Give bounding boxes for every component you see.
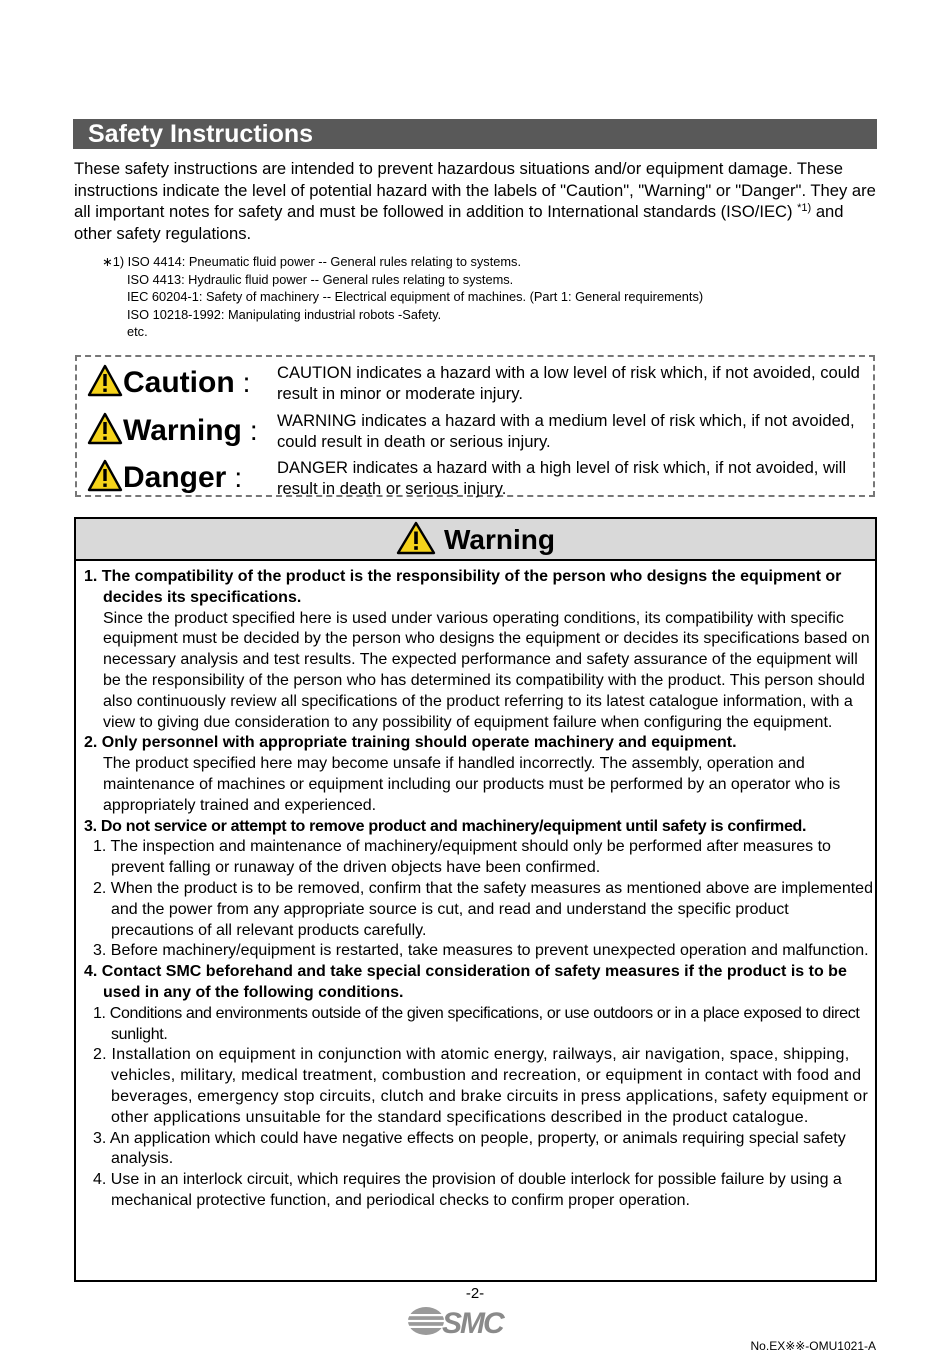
hazard-levels-box — [75, 355, 875, 497]
note-line: ∗1) ISO 4414: Pneumatic fluid power -- General rules relating to systems. — [102, 254, 521, 269]
svg-text:SMC: SMC — [442, 1307, 503, 1338]
note-line: ISO 10218-1992: Manipulating industrial robots -Safety. — [127, 306, 442, 322]
warning-item-heading: 1. The compatibility of the product is the responsibility of the person who designs the equipment or decides its specifications. — [84, 568, 842, 606]
warning-sub-item: 1. Conditions and environments outside of the given specifications, or use outdoors or in a place exposed to direct sunlight. — [93, 1004, 860, 1043]
section-title: Safety Instructions — [88, 120, 314, 148]
warning-sub-item: 2. When the product is to be removed, confirm that the safety measures as mentioned above are implemented and the power from any appropriate source is cut, and read and understand the specific product precautions of all relevant products carefully. — [93, 879, 873, 939]
note-marker: ∗1) — [102, 254, 125, 269]
intro-text: These safety instructions are intended to prevent hazardous situations and/or equipment damage. These instructions indicate the level of potential hazard with the labels of "Caution", "Warning" or "Danger". They are all important notes for safety and must be followed in addition to International standards (ISO/IEC) — [74, 159, 876, 221]
warning-title: Warning — [444, 524, 555, 555]
note-line: etc. — [127, 324, 148, 339]
standards-notes — [102, 253, 862, 341]
intro-paragraph — [74, 158, 884, 244]
document-number: No.EX※※-OMU1021-A — [750, 1339, 876, 1353]
level-caution — [77, 359, 873, 405]
warning-sub-item: 3. Before machinery/equipment is restarted, take measures to prevent unexpected operation and malfunction. — [93, 942, 869, 960]
level-label: Warning : — [87, 411, 258, 451]
level-warning — [77, 407, 873, 453]
warning-sub-item: 2. Installation on equipment in conjunction with atomic energy, railways, air navigation, space, shipping, vehicles, military, medical treatment, combustion and recreation, or equipment in contact with food and beverages, emergency stop circuits, clutch and brake circuits in press applications, safety equipment or other applications unsuitable for the standard specifications described in the product catalogue. — [93, 1046, 869, 1126]
note-line: IEC 60204-1: Safety of machinery -- Electrical equipment of machines. (Part 1: General requirements) — [127, 289, 704, 304]
page-number: -2- — [465, 1285, 485, 1302]
warning-triangle-icon — [87, 459, 123, 492]
level-label: Caution : — [87, 363, 250, 403]
warning-item-heading: 3. Do not service or attempt to remove product and machinery/equipment until safety is confirmed. — [84, 817, 807, 835]
warning-item-body: Since the product specified here is used under various operating conditions, its compatibility with specific equipment must be decided by the person who designs the equipment or decides its specifications based on necessary analysis and test results. The expected performance and safety assurance of the equipment will be the responsibility of the person who has determined its compatibility with the product. This person should also continuously review all specifications of the product referring to its latest catalogue information, with a view to giving due consideration to any possibility of equipment failure when configuring the equipment. — [103, 609, 870, 731]
level-description: WARNING indicates a hazard with a medium level of risk which, if not avoided, could result in death or serious injury. — [277, 411, 855, 451]
level-description: CAUTION indicates a hazard with a low level of risk which, if not avoided, could result in minor or moderate injury. — [277, 363, 860, 403]
warning-box — [74, 517, 877, 1282]
note-line: ISO 4413: Hydraulic fluid power -- General rules relating to systems. — [127, 271, 514, 287]
section-title-bar — [73, 119, 877, 149]
warning-sub-item: 1. The inspection and maintenance of machinery/equipment should only be performed after measures to prevent falling or runaway of the driven objects have been confirmed. — [93, 838, 831, 877]
warning-body — [84, 567, 874, 1212]
smc-logo — [406, 1304, 516, 1338]
warning-triangle-icon — [87, 364, 123, 397]
level-danger — [77, 454, 873, 500]
level-label: Danger : — [87, 458, 242, 498]
warning-triangle-icon — [87, 412, 123, 445]
warning-item-heading: 4. Contact SMC beforehand and take special consideration of safety measures if the product is to be used in any of the following conditions. — [84, 963, 847, 1001]
level-description: DANGER indicates a hazard with a high level of risk which, if not avoided, will result in death or serious injury. — [277, 458, 847, 498]
warning-sub-item: 4. Use in an interlock circuit, which requires the provision of double interlock for possible failure by using a mechanical protective function, and periodical checks to confirm proper operation. — [93, 1171, 842, 1209]
intro-text-end: and other safety regulations. — [74, 202, 844, 243]
warning-header — [76, 519, 875, 561]
warning-triangle-icon — [396, 521, 436, 555]
warning-item-heading: 2. Only personnel with appropriate training should operate machinery and equipment. — [84, 734, 737, 752]
footnote-ref: *1) — [797, 202, 812, 214]
warning-item-body: The product specified here may become unsafe if handled incorrectly. The assembly, operation and maintenance of machines or equipment including our products must be performed by an operator who is appropriately trained and experienced. — [103, 755, 841, 814]
warning-sub-item: 3. An application which could have negative effects on people, property, or animals requiring special safety analysis. — [93, 1129, 846, 1168]
